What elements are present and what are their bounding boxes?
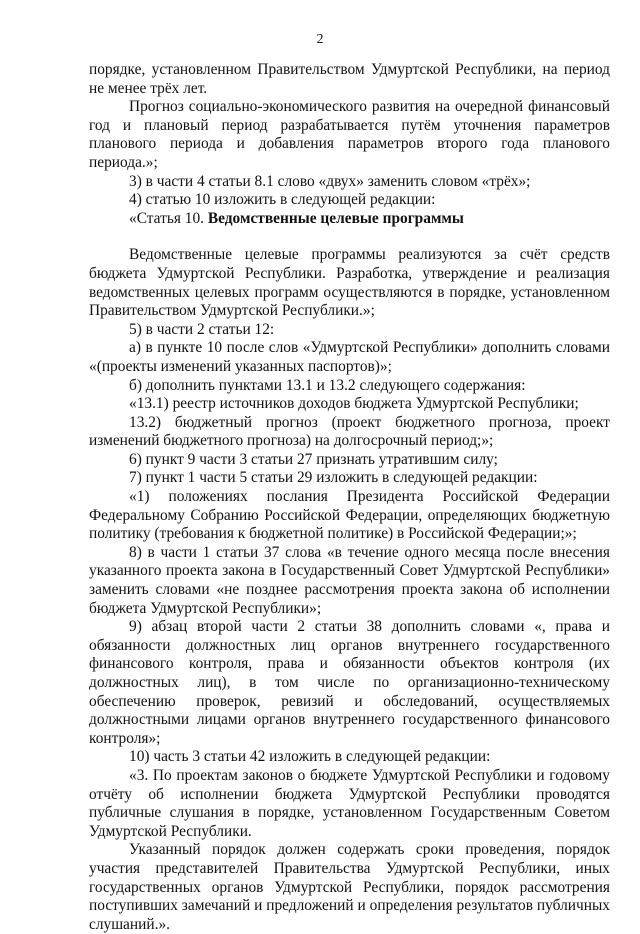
article-heading [89, 210, 610, 229]
paragraph-item-7: 7) пункт 1 части 5 статьи 29 изложить в следующей редакции: [129, 469, 538, 487]
paragraph-article-10-text: Ведомственные целевые программы реализуются за счёт средств бюджета Удмуртской Республики. Разработка, утверждение и реализация ведомственных целевых программ осуществляются в порядке, установленном Правительством Удмуртской Республики.»; [89, 246, 610, 320]
paragraph-item-13-1: «13.1) реестр источников доходов бюджета Удмуртской Республики; [129, 395, 579, 413]
paragraph-forecast: Прогноз социально-экономического развития на очередной финансовый год и плановый период разрабатывается путём уточнения параметров планового периода и добавления параметров второго года планового периода.»; [89, 98, 610, 171]
article-heading-prefix: «Статья 10. [129, 209, 208, 227]
paragraph-item-7-1: «1) положениях послания Президента Российской Федерации Федеральному Собранию Российской Федерации, определяющих бюджетную политику (требования к бюджетной политике) в Российской Федерации;»; [89, 488, 610, 543]
document-body [89, 61, 610, 934]
paragraph-gap [89, 228, 610, 246]
paragraph-continuation: порядке, установленном Правительством Удмуртской Республики, на период не менее трёх лет. [89, 61, 610, 97]
paragraph-item-4: 4) статью 10 изложить в следующей редакции: [129, 191, 436, 209]
paragraph-item-13-2: 13.2) бюджетный прогноз (проект бюджетного прогноза, проект изменений бюджетного прогноза) на долгосрочный период;»; [89, 413, 610, 450]
paragraph-procedure: Указанный порядок должен содержать сроки проведения, порядок участия представителей Правительства Удмуртской Республики, иных государственных органов Удмуртской Республики, порядок рассмотрения поступивших замечаний и предложений и определения результатов публичных слушаний.». [89, 841, 610, 933]
paragraph-item-8: 8) в части 1 статьи 37 слова «в течение одного месяца после внесения указанного проекта закона в Государственный Совет Удмуртской Республики» заменить словами «не позднее рассмотрения проекта закона об исполнении бюджета Удмуртской Республики»; [89, 543, 610, 617]
paragraph-item-10: 10) часть 3 статьи 42 изложить в следующей редакции: [129, 748, 491, 766]
paragraph-item-6: 6) пункт 9 части 3 статьи 27 признать утратившим силу; [129, 450, 498, 468]
paragraph-item-10-3: «3. По проектам законов о бюджете Удмуртской Республики и годовому отчёту об исполнении бюджета Удмуртской Республики проводятся публичные слушания в порядке, установленном Государственным Советом Удмуртской Республики. [89, 766, 610, 840]
paragraph-item-5a: а) в пункте 10 после слов «Удмуртской Республики» дополнить словами «(проекты изменений указанных паспортов)»; [89, 339, 610, 375]
page-number: 2 [316, 32, 324, 47]
paragraph-item-5: 5) в части 2 статьи 12: [129, 320, 275, 338]
paragraph-item-3: 3) в части 4 статьи 8.1 слово «двух» заменить словом «трёх»; [129, 172, 531, 190]
article-heading-title: Ведомственные целевые программы [207, 209, 464, 227]
paragraph-item-9: 9) абзац второй части 2 статьи 38 дополнить словами «, права и обязанности должностных лиц органов внутреннего государственного финансового контроля, права и обязанности объектов контроля (их должностных лиц), в том числе по организационно-техническому обеспечению проверок, ревизий и обследований, осуществляемых должностными лицами органов внутреннего государственного финансового контроля»; [89, 618, 610, 747]
paragraph-item-5b: б) дополнить пунктами 13.1 и 13.2 следующего содержания: [129, 376, 526, 394]
